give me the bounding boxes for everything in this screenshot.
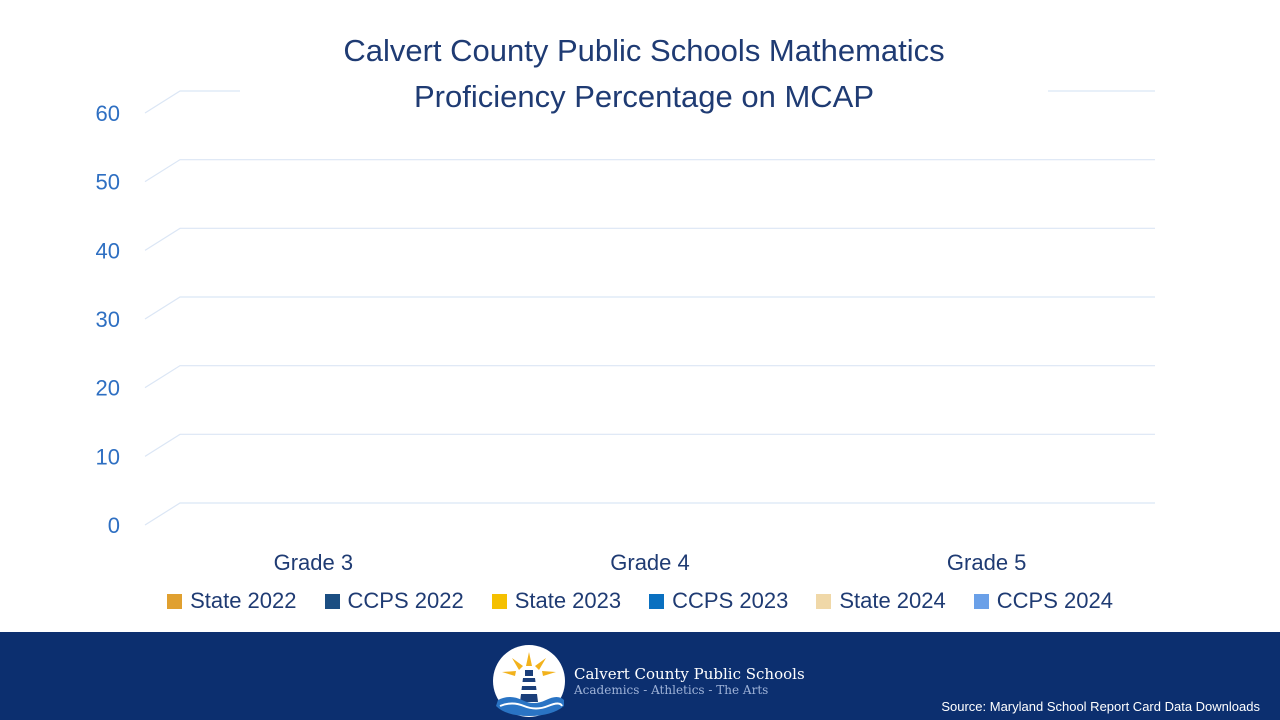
y-tick-label: 0	[107, 513, 120, 538]
legend-swatch	[492, 594, 507, 609]
legend-swatch	[816, 594, 831, 609]
chart-title	[240, 28, 1048, 120]
district-name: Calvert County Public Schools	[574, 665, 805, 683]
district-tagline: Academics - Athletics - The Arts	[574, 683, 769, 697]
y-tick-label: 40	[95, 238, 120, 264]
gridline	[145, 228, 1155, 250]
gridline	[145, 434, 1155, 456]
x-category-label: Grade 5	[946, 550, 1027, 575]
gridline	[145, 297, 1155, 319]
legend-swatch	[974, 594, 989, 609]
legend-item	[325, 588, 464, 614]
y-tick-label: 50	[95, 169, 120, 195]
district-logo	[492, 644, 805, 718]
legend-item	[816, 588, 945, 614]
x-category-label: Grade 3	[273, 550, 354, 575]
chart-title-line-1: Calvert County Public Schools Mathematics	[343, 33, 945, 68]
chart-title-line-2: Proficiency Percentage on MCAP	[413, 79, 875, 114]
y-tick-label: 30	[95, 307, 120, 332]
lighthouse-logo-icon	[492, 644, 566, 718]
legend-item	[974, 588, 1113, 614]
source-note: Source: Maryland School Report Card Data Downloads	[941, 699, 1260, 714]
legend-item	[167, 588, 296, 614]
y-tick-label: 60	[95, 101, 120, 126]
legend-swatch	[325, 594, 340, 609]
gridline	[145, 366, 1155, 388]
gridline	[145, 160, 1155, 182]
footer-banner	[0, 632, 1280, 720]
chart-legend	[0, 588, 1280, 614]
legend-label: CCPS 2023	[672, 588, 789, 613]
legend-swatch	[167, 594, 182, 609]
legend-label: State 2024	[839, 588, 946, 613]
legend-label: State 2022	[190, 588, 297, 613]
legend-swatch	[649, 594, 664, 609]
y-tick-label: 20	[95, 375, 120, 401]
legend-item	[649, 588, 788, 614]
legend-label: CCPS 2022	[347, 588, 464, 613]
legend-label: CCPS 2024	[996, 588, 1113, 613]
y-tick-label: 10	[95, 444, 120, 470]
x-category-label: Grade 4	[610, 550, 690, 575]
legend-item	[492, 588, 621, 614]
legend-label: State 2023	[514, 588, 622, 613]
gridline	[145, 503, 1155, 525]
